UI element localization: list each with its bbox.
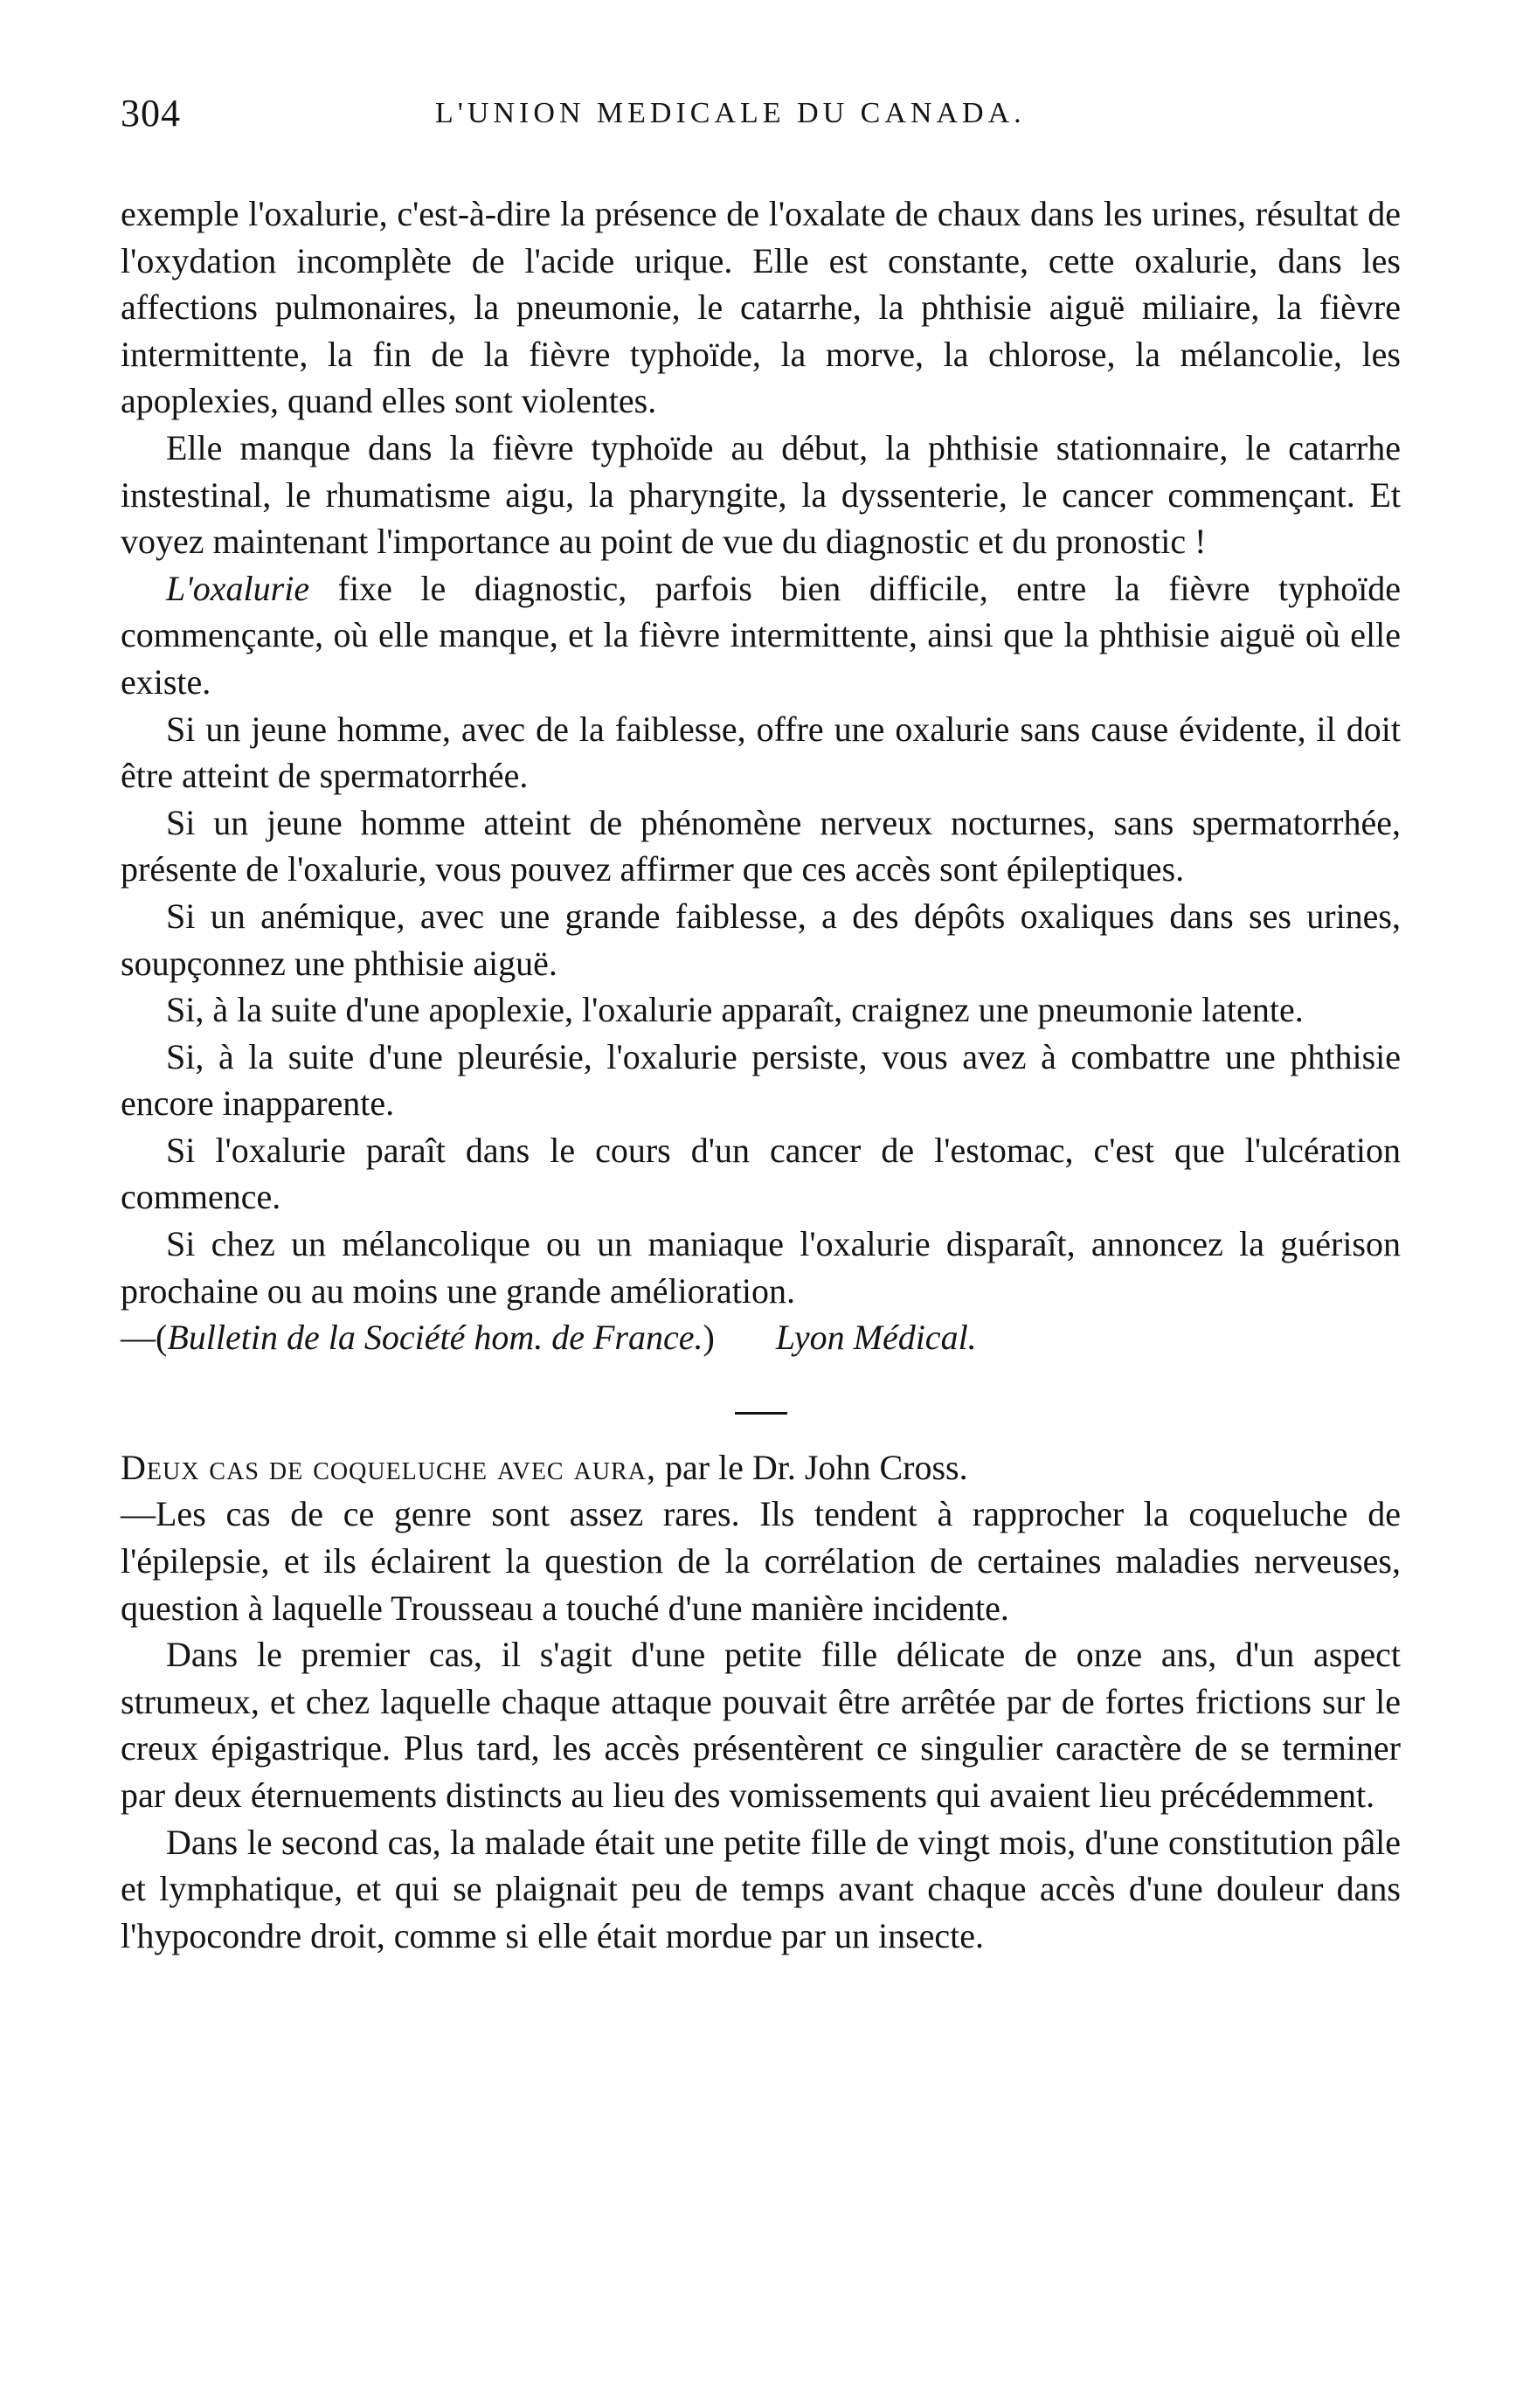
paragraph-oxalurie-diagnostic xyxy=(121,565,1401,706)
article-byline: par le Dr. John Cross. xyxy=(655,1447,968,1487)
source-lyon-medical: Lyon Médical. xyxy=(775,1318,977,1358)
paragraph-epileptiques: Si un jeune homme atteint de phénomène nerveux nocturnes, sans spermatorrhée, présente de l'oxalurie, vous pouvez affirmer que ces accès sont épileptiques. xyxy=(121,802,1401,889)
section-divider xyxy=(735,1412,787,1415)
paragraph-coqueluche-intro xyxy=(121,1444,1401,1491)
paragraph-premier-cas: Dans le premier cas, il s'agit d'une petite fille délicate de onze ans, d'un aspect strumeux, et chez laquelle chaque attaque pouvait être arrêtée par de fortes frictions sur le creux épigastrique. Plus tard, les accès présentèrent ce singulier caractère de se terminer par deux éternuements distincts au lieu des vomissements qui avaient lieu précédemment. xyxy=(121,1635,1401,1815)
paragraph-spermatorrhee: Si un jeune homme, avec de la faiblesse, offre une oxalurie sans cause évidente, il doit être atteint de spermatorrhée. xyxy=(121,709,1401,796)
running-title: L'UNION MEDICALE DU CANADA. xyxy=(435,97,1026,129)
paragraph-oxalurie-absence: Elle manque dans la fièvre typhoïde au début, la phthisie stationnaire, le catarrhe instestinal, le rhumatisme aigu, la pharyngite, la dyssenterie, le cancer commençant. Et voyez maintenant l'importance au point de vue du diagnostic et du pronostic ! xyxy=(121,427,1401,562)
article-body xyxy=(121,190,1401,1959)
italic-term: L'oxalurie xyxy=(166,568,310,608)
paragraph-anemique: Si un anémique, avec une grande faiblesse, a des dépôts oxaliques dans ses urines, soupçonnez une phthisie aiguë. xyxy=(121,896,1401,983)
scanned-page xyxy=(121,87,1401,2377)
page-header xyxy=(121,87,1401,140)
paragraph-cancer-estomac: Si l'oxalurie paraît dans le cours d'un cancer de l'estomac, c'est que l'ulcération commence. xyxy=(121,1130,1401,1217)
paragraph-pleuresie: Si, à la suite d'une pleurésie, l'oxalurie persiste, vous avez à combattre une phthisie encore inapparente. xyxy=(121,1036,1401,1124)
article-title: Deux cas de coqueluche avec aura, xyxy=(121,1447,656,1487)
paragraph-second-cas: Dans le second cas, la malade était une petite fille de vingt mois, d'une constitution pâle et lymphatique, et qui se plaignait peu de temps avant chaque accès d'une douleur dans l'hypocondre droit, comme si elle était mordue par un insecte. xyxy=(121,1822,1401,1955)
paragraph-melancolique: Si chez un mélancolique ou un maniaque l'oxalurie disparaît, annoncez la guérison prochaine ou au moins une grande amélioration. xyxy=(121,1224,1401,1311)
source-suffix: ) xyxy=(703,1318,715,1358)
paragraph-text: fixe le diagnostic, parfois bien difficile, entre la fièvre typhoïde commençante, où elle manque, et la fièvre intermittente, ainsi que la phthisie aiguë où elle existe. xyxy=(121,568,1401,702)
source-prefix: —( xyxy=(121,1318,168,1358)
paragraph-oxalurie-intro: exemple l'oxalurie, c'est-à-dire la présence de l'oxalate de chaux dans les urines, résultat de l'oxydation incomplète de l'acide urique. Elle est constante, cette oxalurie, dans les affections pulmonaires, la pneumonie, le catarrhe, la phthisie aiguë miliaire, la fièvre intermittente, la fin de la fièvre typhoïde, la morve, la chlorose, la mélancolie, les apoplexies, quand elles sont violentes. xyxy=(121,194,1401,421)
paragraph-coqueluche-context: —Les cas de ce genre sont assez rares. Ils tendent à rapprocher la coqueluche de l'épilepsie, et ils éclairent la question de la corrélation de certaines maladies nerveuses, question à laquelle Trousseau a touché d'une manière incidente. xyxy=(121,1494,1401,1628)
source-bulletin: Bulletin de la Société hom. de France. xyxy=(167,1318,703,1358)
paragraph-apoplexie: Si, à la suite d'une apoplexie, l'oxalurie apparaît, craignez une pneumonie latente. xyxy=(166,990,1304,1030)
page-number: 304 xyxy=(121,92,181,135)
source-citation xyxy=(121,1314,1401,1361)
